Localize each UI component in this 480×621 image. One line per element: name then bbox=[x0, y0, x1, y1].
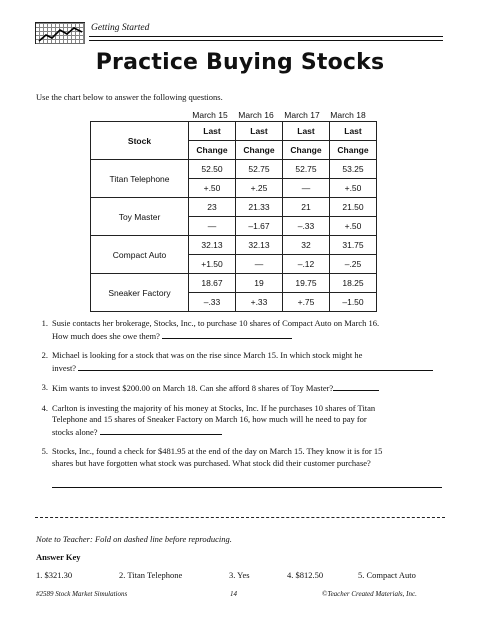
table-row bbox=[91, 160, 377, 179]
stock-name: Toy Master bbox=[91, 198, 189, 236]
answer-blank[interactable] bbox=[333, 382, 379, 391]
last-price-cell: 32.13 bbox=[236, 236, 283, 255]
change-cell: –.33 bbox=[189, 293, 236, 312]
question-text: Carlton is investing the majority of his money at Stocks, Inc. If he purchases 10 shares of Titan bbox=[52, 402, 376, 413]
change-cell: –.12 bbox=[283, 255, 330, 274]
last-header: Last bbox=[330, 122, 377, 141]
instructions: Use the chart below to answer the following questions. bbox=[36, 92, 223, 102]
last-price-cell: 21 bbox=[283, 198, 330, 217]
change-header: Change bbox=[236, 141, 283, 160]
question-text: Stocks, Inc., found a check for $481.95 at the end of the day on March 15. They know it is for 15 bbox=[52, 446, 383, 456]
change-header: Change bbox=[189, 141, 236, 160]
change-cell: –1.50 bbox=[330, 293, 377, 312]
table-row bbox=[91, 198, 377, 217]
page-title: Practice Buying Stocks bbox=[95, 50, 385, 75]
change-cell: — bbox=[236, 255, 283, 274]
last-price-cell: 32 bbox=[283, 236, 330, 255]
last-price-cell: 32.13 bbox=[189, 236, 236, 255]
answer-blank[interactable] bbox=[78, 362, 433, 371]
change-cell: –.25 bbox=[330, 255, 377, 274]
footer-right: ©Teacher Created Materials, Inc. bbox=[322, 590, 417, 598]
fold-line bbox=[35, 517, 445, 518]
date-label: March 15 bbox=[192, 110, 228, 120]
question-number: 3. bbox=[41, 382, 48, 392]
answer-blank[interactable] bbox=[100, 426, 222, 435]
last-price-cell: 21.33 bbox=[236, 198, 283, 217]
last-price-cell: 19 bbox=[236, 274, 283, 293]
last-price-cell: 18.25 bbox=[330, 274, 377, 293]
answer-item: 5. Compact Auto bbox=[358, 570, 416, 580]
table-row bbox=[91, 236, 377, 255]
change-header: Change bbox=[283, 141, 330, 160]
page-header bbox=[35, 20, 443, 46]
stock-name: Titan Telephone bbox=[91, 160, 189, 198]
answer-item: 3. Yes bbox=[229, 570, 250, 580]
answer-blank[interactable] bbox=[162, 330, 292, 339]
change-cell: — bbox=[189, 217, 236, 236]
question-list bbox=[36, 318, 436, 496]
last-price-cell: 53.25 bbox=[330, 160, 377, 179]
question-number: 2. bbox=[41, 350, 48, 360]
answer-item: 2. Titan Telephone bbox=[119, 570, 183, 580]
question-text: Susie contacts her brokerage, Stocks, Inc., to purchase 10 shares of Compact Auto on March 16. bbox=[52, 318, 380, 328]
stock-header: Stock bbox=[91, 122, 189, 160]
change-cell: +.50 bbox=[330, 179, 377, 198]
date-label: March 16 bbox=[238, 110, 274, 120]
header-rule bbox=[89, 40, 443, 41]
footer-left: #2589 Stock Market Simulations bbox=[36, 590, 128, 598]
date-label: March 17 bbox=[284, 110, 320, 120]
change-cell: — bbox=[283, 179, 330, 198]
stock-table bbox=[90, 121, 377, 312]
change-cell: +1.50 bbox=[189, 255, 236, 274]
change-cell: +.33 bbox=[236, 293, 283, 312]
question-5 bbox=[36, 446, 436, 488]
answer-blank[interactable] bbox=[52, 477, 442, 488]
table-row bbox=[91, 274, 377, 293]
change-cell: +.50 bbox=[189, 179, 236, 198]
answer-key-title: Answer Key bbox=[36, 552, 81, 562]
change-cell: +.75 bbox=[283, 293, 330, 312]
question-text: How much does she owe them? bbox=[52, 330, 160, 341]
answer-item: 4. $812.50 bbox=[287, 570, 324, 580]
question-4 bbox=[36, 403, 436, 439]
teacher-note: Note to Teacher: Fold on dashed line before reproducing. bbox=[36, 534, 232, 544]
change-cell: +.25 bbox=[236, 179, 283, 198]
change-cell: +.50 bbox=[330, 217, 377, 236]
last-price-cell: 52.75 bbox=[283, 160, 330, 179]
last-header: Last bbox=[236, 122, 283, 141]
question-text: Telephone and 15 shares of Sneaker Factory on March 16, how much will he need to pay for bbox=[52, 414, 367, 424]
question-number: 4. bbox=[41, 402, 48, 413]
last-price-cell: 18.67 bbox=[189, 274, 236, 293]
date-label: March 18 bbox=[330, 110, 366, 120]
graph-logo-icon bbox=[35, 22, 85, 44]
change-header: Change bbox=[330, 141, 377, 160]
last-price-cell: 31.75 bbox=[330, 236, 377, 255]
header-rule bbox=[89, 36, 443, 37]
question-text: shares but have forgotten what stock was purchased. What stock did their customer purchase? bbox=[52, 457, 371, 468]
question-text: stocks alone? bbox=[52, 426, 98, 437]
question-text: Kim wants to invest $200.00 on March 18. Can she afford 8 shares of Toy Master? bbox=[52, 383, 334, 393]
question-2 bbox=[36, 350, 436, 374]
last-price-cell: 21.50 bbox=[330, 198, 377, 217]
stock-name: Sneaker Factory bbox=[91, 274, 189, 312]
last-price-cell: 52.75 bbox=[236, 160, 283, 179]
question-3 bbox=[36, 382, 436, 395]
last-price-cell: 52.50 bbox=[189, 160, 236, 179]
question-number: 1. bbox=[41, 318, 48, 328]
change-cell: –.33 bbox=[283, 217, 330, 236]
last-price-cell: 19.75 bbox=[283, 274, 330, 293]
question-1 bbox=[36, 318, 436, 342]
question-text: invest? bbox=[52, 362, 77, 373]
change-cell: –1.67 bbox=[236, 217, 283, 236]
answer-item: 1. $321.30 bbox=[36, 570, 73, 580]
last-header: Last bbox=[283, 122, 330, 141]
question-text: Michael is looking for a stock that was on the rise since March 15. In which stock might he bbox=[52, 350, 363, 360]
last-price-cell: 23 bbox=[189, 198, 236, 217]
stock-name: Compact Auto bbox=[91, 236, 189, 274]
last-header: Last bbox=[189, 122, 236, 141]
page-number: 14 bbox=[230, 590, 237, 598]
section-label: Getting Started bbox=[91, 23, 150, 33]
question-number: 5. bbox=[41, 446, 48, 456]
